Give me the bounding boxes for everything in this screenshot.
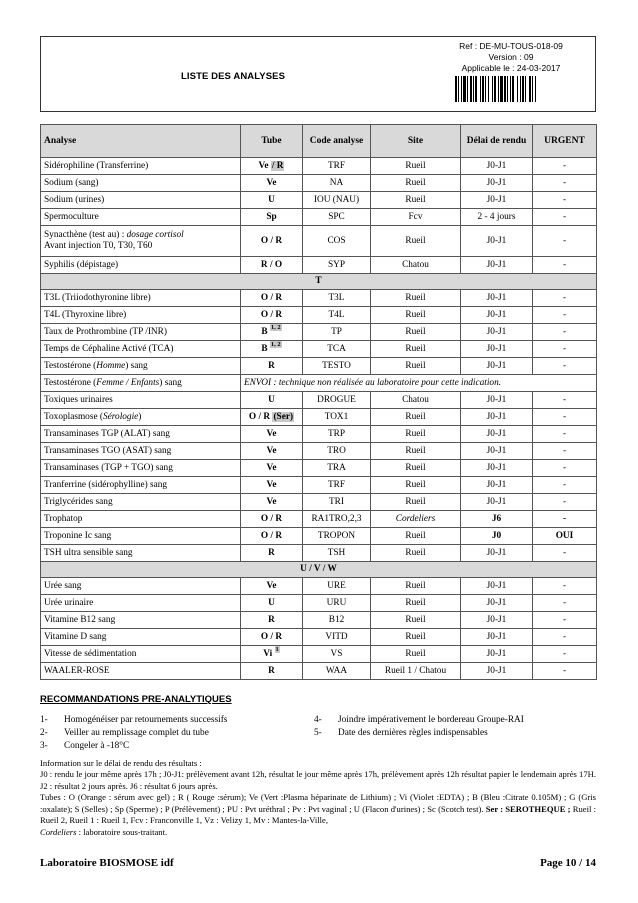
section-row <box>41 274 597 290</box>
urgent-cell: - <box>533 477 597 494</box>
urgent-cell: - <box>533 612 597 629</box>
barcode-bar <box>520 76 521 102</box>
table-row <box>41 375 597 392</box>
site-cell: Fcv <box>371 209 461 226</box>
table-row <box>41 511 597 528</box>
urgent-cell: - <box>533 358 597 375</box>
table-row <box>41 595 597 612</box>
barcode-bar <box>535 76 536 102</box>
delai-cell: J0-J1 <box>461 595 533 612</box>
delai-cell: J0-J1 <box>461 443 533 460</box>
table-row <box>41 426 597 443</box>
code-cell: WAA <box>303 663 371 680</box>
delai-cell: J0-J1 <box>461 290 533 307</box>
barcode-bar <box>485 76 486 102</box>
tube-cell: O / R <box>241 226 303 257</box>
delai-cell: J0-J1 <box>461 175 533 192</box>
delai-cell: J0-J1 <box>461 192 533 209</box>
barcode-bar <box>488 76 489 102</box>
analyses-table <box>40 124 597 680</box>
urgent-cell: - <box>533 578 597 595</box>
reference-block <box>429 41 593 102</box>
barcode-bar <box>475 76 477 102</box>
table-row <box>41 324 597 341</box>
urgent-cell: - <box>533 324 597 341</box>
site-cell: Rueil <box>371 477 461 494</box>
site-cell: Rueil <box>371 629 461 646</box>
code-cell: TP <box>303 324 371 341</box>
delai-cell: J0-J1 <box>461 358 533 375</box>
highlight: (Ser) <box>273 411 294 422</box>
urgent-cell: - <box>533 511 597 528</box>
code-cell: URE <box>303 578 371 595</box>
highlight: / R <box>271 160 284 171</box>
urgent-cell: - <box>533 209 597 226</box>
tube-cell: B $^{1, 2}$ <box>241 324 303 341</box>
table-row <box>41 358 597 375</box>
analyse-cell: Synacthène (test au) : dosage cortisol Avant injection T0, T30, T60 <box>41 226 241 257</box>
code-cell: TRA <box>303 460 371 477</box>
delai-cell: J0-J1 <box>461 257 533 274</box>
column-header: Analyse <box>41 125 241 158</box>
site-cell: Rueil 1 / Chatou <box>371 663 461 680</box>
code-cell: RA1TRO,2,3 <box>303 511 371 528</box>
barcode-bar <box>525 76 526 102</box>
barcode-bar <box>480 76 481 102</box>
table-row <box>41 494 597 511</box>
urgent-cell: - <box>533 392 597 409</box>
analyse-cell: T4L (Thyroxine libre) <box>41 307 241 324</box>
code-cell: TRF <box>303 158 371 175</box>
barcode-bar <box>510 76 511 102</box>
analyse-cell: Urée urinaire <box>41 595 241 612</box>
delai-cell: J6 <box>461 511 533 528</box>
analyse-cell: Transaminases (TGP + TGO) sang <box>41 460 241 477</box>
delai-cell: J0-J1 <box>461 663 533 680</box>
analyse-cell: Vitesse de sédimentation <box>41 646 241 663</box>
analyse-cell: TSH ultra sensible sang <box>41 545 241 562</box>
list-item: 4- Joindre impérativement le bordereau Groupe-RAI <box>314 715 524 725</box>
site-cell: Rueil <box>371 290 461 307</box>
urgent-cell: - <box>533 426 597 443</box>
barcode-bar <box>473 76 474 102</box>
analyse-cell: WAALER-ROSE <box>41 663 241 680</box>
tube-cell: R <box>241 358 303 375</box>
barcode-bar <box>529 76 531 102</box>
table-row <box>41 307 597 324</box>
code-cell: URU <box>303 595 371 612</box>
sites-text: Rueil : Rueil 2, Rueil 1 : Rueil 1, Fcv : Franconville 1, Vz : Velizy 1, Mv : Mantes-la-Ville, <box>40 803 596 826</box>
document-header <box>40 36 596 112</box>
document-title: LISTE DES ANALYSES <box>181 71 286 82</box>
analyse-cell: Sodium (sang) <box>41 175 241 192</box>
tube-cell: Ve <box>241 477 303 494</box>
tube-cell: B $^{1, 2}$ <box>241 341 303 358</box>
urgent-cell: - <box>533 175 597 192</box>
table-row <box>41 443 597 460</box>
table-row <box>41 629 597 646</box>
delai-cell: J0-J1 <box>461 578 533 595</box>
table-row <box>41 528 597 545</box>
table-row <box>41 612 597 629</box>
urgent-cell: - <box>533 443 597 460</box>
site-cell: Rueil <box>371 578 461 595</box>
barcode-bar <box>470 76 472 102</box>
code-cell: SYP <box>303 257 371 274</box>
tube-cell: Ve / R <box>241 158 303 175</box>
tube-cell: R <box>241 612 303 629</box>
code-cell: COS <box>303 226 371 257</box>
table-row <box>41 226 597 257</box>
site-cell: Rueil <box>371 528 461 545</box>
list-item: 1- Homogénéiser par retournements successifs <box>40 715 228 725</box>
delai-cell: J0-J1 <box>461 477 533 494</box>
column-header: URGENT <box>533 125 597 158</box>
barcode-bar <box>492 76 493 102</box>
table-row <box>41 646 597 663</box>
site-cell: Rueil <box>371 158 461 175</box>
urgent-cell: - <box>533 460 597 477</box>
list-item: 5- Date des dernières règles indispensables <box>314 728 488 738</box>
delai-cell: J0-J1 <box>461 341 533 358</box>
analyse-cell: Testostérone (Femme / Enfants) sang <box>41 375 241 392</box>
note-cell: ENVOI : technique non réalisée au laboratoire pour cette indication. <box>241 375 597 392</box>
table-row <box>41 578 597 595</box>
code-cell: TOX1 <box>303 409 371 426</box>
urgent-cell: - <box>533 595 597 612</box>
tube-cell: O / R <box>241 511 303 528</box>
barcode-bar <box>461 76 462 102</box>
analyse-cell: Spermoculture <box>41 209 241 226</box>
code-cell: TROPON <box>303 528 371 545</box>
table-row <box>41 257 597 274</box>
barcode-bar <box>507 76 508 102</box>
tube-cell: Ve <box>241 443 303 460</box>
analyse-cell: T3L (Triiodothyronine libre) <box>41 290 241 307</box>
code-cell: TRO <box>303 443 371 460</box>
analyse-cell: Toxiques urinaires <box>41 392 241 409</box>
tube-cell: O / R <box>241 528 303 545</box>
delai-cell: J0-J1 <box>461 612 533 629</box>
code-cell: TRF <box>303 477 371 494</box>
tube-cell: U <box>241 595 303 612</box>
reference-code: Ref : DE-MU-TOUS-018-09 <box>459 41 563 51</box>
table-row <box>41 409 597 426</box>
analyse-cell: Temps de Céphaline Activé (TCA) <box>41 341 241 358</box>
tube-cell: O / R <box>241 629 303 646</box>
delai-cell: J0 <box>461 528 533 545</box>
recommendations-title: RECOMMANDATIONS PRE-ANALYTIQUES <box>40 694 232 705</box>
analyse-cell: Toxoplasmose (Sérologie) <box>41 409 241 426</box>
barcode-bar <box>467 76 468 102</box>
analyse-cell: Troponine Ic sang <box>41 528 241 545</box>
tube-cell: Ve <box>241 578 303 595</box>
analyse-cell: Syphilis (dépistage) <box>41 257 241 274</box>
analyse-cell: Sidérophiline (Transferrine) <box>41 158 241 175</box>
tubes-text: Tubes : O (Orange : sérum avec gel) ; R ( Rouge :sérum); Ve (Vert :Plasma héparinate de Lithium) ; Vi (Violet :EDTA) ; B (Bleu :Citrate 0.105M) ; G (Gris :oxalate); S (Selles) ; Sp (Sperme) ; P (Prélèvement) ; PU : Pvt uréthral ; Pv : Pvt vaginal ; U (Flacon d'urines) ; Sc (Scotch test). <box>40 792 596 814</box>
analyse-cell: Trophatop <box>41 511 241 528</box>
site-cell: Cordeliers <box>371 511 461 528</box>
table-row <box>41 545 597 562</box>
code-cell: TESTO <box>303 358 371 375</box>
analyse-cell: Taux de Prothrombine (TP /INR) <box>41 324 241 341</box>
barcode-bar <box>463 76 466 102</box>
tube-cell: Ve <box>241 460 303 477</box>
applicable-date: Applicable le : 24-03-2017 <box>461 63 561 73</box>
delai-cell: J0-J1 <box>461 426 533 443</box>
tube-cell: Vi $^1$ <box>241 646 303 663</box>
code-cell: SPC <box>303 209 371 226</box>
table-header-row <box>41 125 597 158</box>
table-row <box>41 290 597 307</box>
barcode-bar <box>482 76 484 102</box>
delai-cell: J0-J1 <box>461 494 533 511</box>
urgent-cell: - <box>533 192 597 209</box>
tube-cell: O / R (Ser) <box>241 409 303 426</box>
urgent-cell: - <box>533 409 597 426</box>
section-label: T <box>41 274 597 290</box>
delai-cell: J0-J1 <box>461 392 533 409</box>
site-cell: Rueil <box>371 358 461 375</box>
code-cell: TRP <box>303 426 371 443</box>
code-cell: DROGUE <box>303 392 371 409</box>
column-header: Délai de rendu <box>461 125 533 158</box>
urgent-cell: OUI <box>533 528 597 545</box>
list-item: 2- Veiller au remplissage complet du tube <box>40 728 209 738</box>
table-row <box>41 209 597 226</box>
info-title: Information sur le délai de rendu des résultats : <box>40 758 202 768</box>
analyse-cell: Transaminases TGO (ASAT) sang <box>41 443 241 460</box>
barcode <box>455 76 567 102</box>
code-cell: VS <box>303 646 371 663</box>
site-cell: Chatou <box>371 257 461 274</box>
barcode-bar <box>458 76 459 102</box>
tube-cell: Ve <box>241 426 303 443</box>
column-header: Code analyse <box>303 125 371 158</box>
tube-cell: O / R <box>241 307 303 324</box>
barcode-bar <box>494 76 496 102</box>
code-cell: TSH <box>303 545 371 562</box>
delai-cell: J0-J1 <box>461 324 533 341</box>
tube-cell: Ve <box>241 175 303 192</box>
urgent-cell: - <box>533 341 597 358</box>
code-cell: T3L <box>303 290 371 307</box>
column-header: Tube <box>241 125 303 158</box>
code-cell: TRI <box>303 494 371 511</box>
analyse-cell: Sodium (urines) <box>41 192 241 209</box>
site-cell: Chatou <box>371 392 461 409</box>
site-cell: Rueil <box>371 409 461 426</box>
table-row <box>41 460 597 477</box>
site-cell: Rueil <box>371 341 461 358</box>
cordeliers-label: Cordeliers <box>40 826 77 837</box>
analyse-cell: Transaminases TGP (ALAT) sang <box>41 426 241 443</box>
urgent-cell: - <box>533 257 597 274</box>
urgent-cell: - <box>533 629 597 646</box>
barcode-bar <box>522 76 524 102</box>
table-row <box>41 175 597 192</box>
analyse-cell: Triglycérides sang <box>41 494 241 511</box>
analyse-cell: Tranferrine (sidérophylline) sang <box>41 477 241 494</box>
tube-cell: R / O <box>241 257 303 274</box>
delai-cell: J0-J1 <box>461 226 533 257</box>
site-cell: Rueil <box>371 460 461 477</box>
delai-cell: 2 - 4 jours <box>461 209 533 226</box>
analyse-cell: Testostérone (Homme) sang <box>41 358 241 375</box>
info-paragraph: J0 : rendu le jour même après 17h ; J0-J1: prélèvement avant 12h, résultat le jour même après 17h, prélèvement après 12h résultat papier le lendemain après 17H. J2 : résultat 2 jours après. J6 : résultat 6 jours après. Tubes : O (Orange : sérum avec gel) ; R ( Rouge :sérum); Ve (Vert :Plasma héparinate de Lithium) ; Vi (Violet :EDTA) ; B (Bleu :Citrate 0.105M) ; G (Gris :oxalate); S (Selles) ; Sp (Sperme) ; P (Prélèvement) ; PU : Pvt uréthral ; Pv : Pvt vaginal ; U (Flacon d'urines) ; Sc (Scotch test). Ser : SEROTHEQUE ; Rueil : Rueil 2, Rueil 1 : Rueil 1, Fcv : Franconville 1, Vz : Velizy 1, Mv : Mantes-la-Ville, Cordeliers : laboratoire sous-traitant. <box>40 769 596 837</box>
section-label: U / V / W <box>41 562 597 578</box>
delai-cell: J0-J1 <box>461 409 533 426</box>
site-cell: Rueil <box>371 646 461 663</box>
site-cell: Rueil <box>371 307 461 324</box>
code-cell: T4L <box>303 307 371 324</box>
analyse-cell: Urée sang <box>41 578 241 595</box>
delais-text: J0 : rendu le jour même après 17h ; J0-J1: prélèvement avant 12h, résultat le jour même après 17h, prélèvement après 12h résultat papier le lendemain après 17H. J2 : résultat 2 jours après. J6 : résultat 6 jours après. <box>40 769 596 791</box>
tube-cell: O / R <box>241 290 303 307</box>
site-cell: Rueil <box>371 192 461 209</box>
site-cell: Rueil <box>371 324 461 341</box>
barcode-bar <box>500 76 503 102</box>
urgent-cell: - <box>533 663 597 680</box>
list-item: 3- Congeler à -18°C <box>40 741 130 751</box>
site-cell: Rueil <box>371 595 461 612</box>
column-header: Site <box>371 125 461 158</box>
table-row <box>41 341 597 358</box>
section-row <box>41 562 597 578</box>
delai-cell: J0-J1 <box>461 545 533 562</box>
recommendations-left-list <box>40 714 300 753</box>
barcode-bar <box>504 76 506 102</box>
urgent-cell: - <box>533 545 597 562</box>
analyse-cell: Vitamine D sang <box>41 629 241 646</box>
site-cell: Rueil <box>371 443 461 460</box>
code-cell: B12 <box>303 612 371 629</box>
tube-cell: R <box>241 545 303 562</box>
urgent-cell: - <box>533 307 597 324</box>
analyse-cell: Vitamine B12 sang <box>41 612 241 629</box>
delai-cell: J0-J1 <box>461 629 533 646</box>
site-cell: Rueil <box>371 226 461 257</box>
barcode-bar <box>517 76 518 102</box>
urgent-cell: - <box>533 646 597 663</box>
urgent-cell: - <box>533 290 597 307</box>
version-label: Version : 09 <box>488 52 534 62</box>
barcode-bar <box>532 76 533 102</box>
code-cell: VITD <box>303 629 371 646</box>
barcode-bar <box>512 76 514 102</box>
delai-cell: J0-J1 <box>461 646 533 663</box>
serotheque-label: Ser : SEROTHEQUE ; <box>485 803 571 814</box>
code-cell: TCA <box>303 341 371 358</box>
table-row <box>41 392 597 409</box>
tube-cell: Ve <box>241 494 303 511</box>
code-cell: NA <box>303 175 371 192</box>
tube-cell: U <box>241 392 303 409</box>
footer-page-number: Page 10 / 14 <box>540 857 596 869</box>
delai-cell: J0-J1 <box>461 460 533 477</box>
urgent-cell: - <box>533 158 597 175</box>
table-row <box>41 192 597 209</box>
footer-lab-name: Laboratoire BIOSMOSE idf <box>40 857 174 869</box>
delai-cell: J0-J1 <box>461 158 533 175</box>
tube-cell: U <box>241 192 303 209</box>
barcode-bar <box>455 76 457 102</box>
site-cell: Rueil <box>371 494 461 511</box>
table-row <box>41 663 597 680</box>
site-cell: Rueil <box>371 612 461 629</box>
code-cell: IOU (NAU) <box>303 192 371 209</box>
site-cell: Rueil <box>371 426 461 443</box>
urgent-cell: - <box>533 494 597 511</box>
table-row <box>41 158 597 175</box>
delai-cell: J0-J1 <box>461 307 533 324</box>
urgent-cell: - <box>533 226 597 257</box>
recommendations-right-list <box>314 714 596 740</box>
site-cell: Rueil <box>371 175 461 192</box>
barcode-bar <box>498 76 499 102</box>
tube-cell: Sp <box>241 209 303 226</box>
site-cell: Rueil <box>371 545 461 562</box>
table-row <box>41 477 597 494</box>
tube-cell: R <box>241 663 303 680</box>
